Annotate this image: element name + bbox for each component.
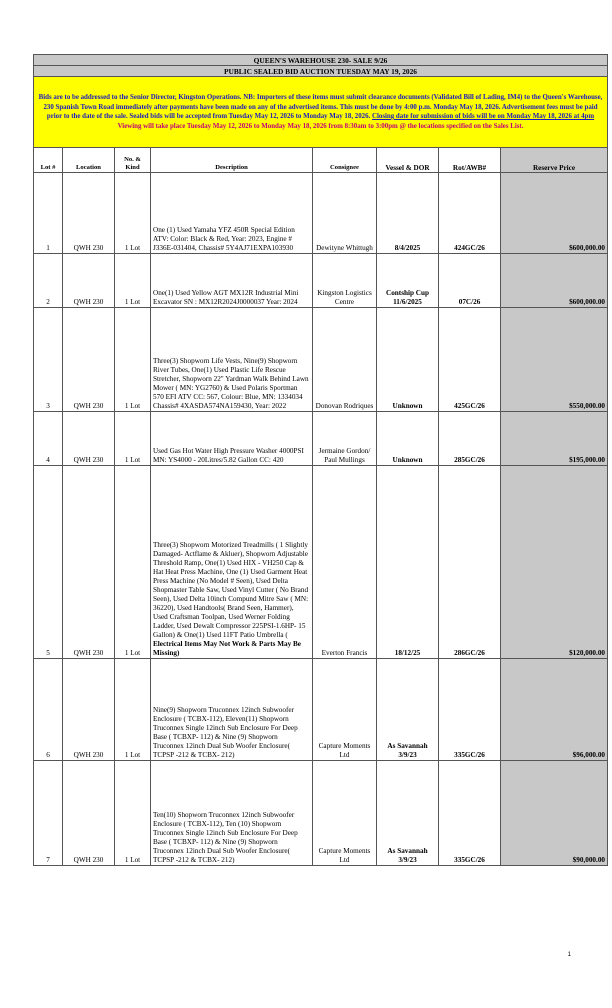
column-header-row — [34, 148, 608, 173]
consignee: Jermaine Gordon/ Paul Mullings — [313, 412, 377, 466]
consignee: Dewityne Whittugh — [313, 173, 377, 254]
rot-awb: 335GC/26 — [439, 761, 501, 866]
col-rot: Rot/AWB# — [439, 148, 501, 173]
notice-closing: Closing date for submission of bids will be on Monday May 18, 2026 at 4pm — [372, 113, 595, 120]
table-row — [34, 761, 608, 866]
vessel: 18/12/25 — [377, 466, 439, 659]
reserve-price: $550,000.00 — [501, 308, 608, 412]
description-text: Nine(9) Shopworn Truconnex 12inch Subwoofer Enclosure ( TCBX-112), Eleven(11) Shopworn Truconnex Single 12inch Sub Enclosure For Deep Base ( TCBXP- 112) & Nine (9) Shopworn Truconnex 12inch Dual Sub Woofer Enclosure( TCPSP -212 & TCBX- 212) — [153, 706, 298, 759]
description — [151, 308, 313, 412]
table-row — [34, 254, 608, 308]
col-consignee: Consignee — [313, 148, 377, 173]
sale-title: QUEEN'S WAREHOUSE 230- SALE 9/26 — [34, 55, 608, 66]
reserve-price: $96,000.00 — [501, 659, 608, 761]
location: QWH 230 — [63, 761, 115, 866]
col-vessel: Vessel & DOR — [377, 148, 439, 173]
lot-number: 3 — [34, 308, 63, 412]
notice-main: Bids are to be addressed to the Senior Director, Kingston Operations. NB: Importers of these items must submit clearance documents (Validated Bill of Lading, IM4) to the Queen's Warehouse, 230 Spanish Town Road immediately after payments have been made on any of the advertised items. This must be done by 4:00 p.m. Monday May 18, 2026. Advertisement fees must be paid prior to the date of the sale. Sealed bids will be accepted from Tuesday May 12, 2026 to Monday May 18, 2026. — [38, 94, 603, 120]
kind: 1 Lot — [115, 173, 151, 254]
consignee: Capture Moments Ltd — [313, 659, 377, 761]
description-text: Three(3) Shopworn Life Vests, Nine(9) Shopworn River Tubes, One(1) Used Plastic Life Rescue Stretcher, Shopworn 22" Yardman Walk Behind Lawn Mower ( MN: YG2760) & Used Polaris Sportman 570 EFI ATV CC: 567, Colour: Blue, MN: 1334034 Chassis# 4XASDA574NA159430, Year: 2022 — [153, 357, 309, 410]
description — [151, 412, 313, 466]
description-text: Used Gas Hot Water High Pressure Washer 4000PSI MN: YS4000 - 20Litres/5.82 Gallon CC: 420 — [153, 447, 304, 464]
col-location: Location — [63, 148, 115, 173]
description — [151, 466, 313, 659]
col-lot: Lot # — [34, 148, 63, 173]
description-text: One(1) Used Yellow AGT MX12R Industrial Mini Excavator SN : MX12R2024J0000037 Year: 2024 — [153, 289, 299, 306]
rot-awb: 425GC/26 — [439, 308, 501, 412]
location: QWH 230 — [63, 308, 115, 412]
kind: 1 Lot — [115, 761, 151, 866]
vessel: As Savannah 3/9/23 — [377, 659, 439, 761]
description — [151, 254, 313, 308]
vessel: Unknown — [377, 412, 439, 466]
location: QWH 230 — [63, 466, 115, 659]
consignee: Donovan Rodriques — [313, 308, 377, 412]
consignee: Everton Francis — [313, 466, 377, 659]
reserve-price: $90,000.00 — [501, 761, 608, 866]
notice-viewing: Viewing will take place Tuesday May 12, 2026 to Monday May 18, 2026 from 8:30am to 3:00pm @ the locations specified on the Sales List. — [117, 122, 524, 130]
consignee: Kingston Logistics Centre — [313, 254, 377, 308]
vessel: 8/4/2025 — [377, 173, 439, 254]
description — [151, 761, 313, 866]
table-row — [34, 659, 608, 761]
kind: 1 Lot — [115, 466, 151, 659]
sale-table — [33, 54, 608, 866]
col-description: Description — [151, 148, 313, 173]
table-row — [34, 173, 608, 254]
description-warning: Electrical Items May Not Work & Parts May Be Missing) — [153, 640, 301, 657]
location: QWH 230 — [63, 173, 115, 254]
rot-awb: 424GC/26 — [439, 173, 501, 254]
kind: 1 Lot — [115, 308, 151, 412]
location: QWH 230 — [63, 412, 115, 466]
vessel: Contship Cup 11/6/2025 — [377, 254, 439, 308]
lot-number: 4 — [34, 412, 63, 466]
lot-number: 6 — [34, 659, 63, 761]
page-number: 1 — [567, 952, 571, 958]
sale-subtitle: PUBLIC SEALED BID AUCTION TUESDAY MAY 19, 2026 — [34, 66, 608, 77]
kind: 1 Lot — [115, 659, 151, 761]
bid-notice — [34, 77, 608, 148]
rot-awb: 286GC/26 — [439, 466, 501, 659]
vessel: Unknown — [377, 308, 439, 412]
table-row — [34, 466, 608, 659]
kind: 1 Lot — [115, 412, 151, 466]
reserve-price: $195,000.00 — [501, 412, 608, 466]
description-text: Ten(10) Shopworn Truconnex 12inch Subwoofer Enclosure ( TCBX-112), Ten (10) Shopworn Truconnex Single 12inch Sub Enclosure For Deep Base ( TCBXP- 112) & Nine (9) Shopworn Truconnex 12inch Dual Sub Woofer Enclosure( TCPSP -212 & TCBX- 212) — [153, 811, 298, 864]
lot-number: 2 — [34, 254, 63, 308]
rot-awb: 285GC/26 — [439, 412, 501, 466]
location: QWH 230 — [63, 254, 115, 308]
description — [151, 173, 313, 254]
col-reserve: Reserve Price — [501, 148, 608, 173]
kind: 1 Lot — [115, 254, 151, 308]
location: QWH 230 — [63, 659, 115, 761]
reserve-price: $120,000.00 — [501, 466, 608, 659]
table-row — [34, 412, 608, 466]
lot-number: 5 — [34, 466, 63, 659]
description — [151, 659, 313, 761]
consignee: Capture Moments Ltd — [313, 761, 377, 866]
lot-number: 7 — [34, 761, 63, 866]
description-text: One (1) Used Yamaha YFZ 450R Special Edition ATV: Color: Black & Red, Year: 2023, Engine # J336E-031404, Chassis# 5Y4AJ71EXPA103930 — [153, 226, 295, 252]
rot-awb: 335GC/26 — [439, 659, 501, 761]
col-kind: No. & Kind — [115, 148, 151, 173]
vessel: As Savannah 3/9/23 — [377, 761, 439, 866]
rot-awb: 07C/26 — [439, 254, 501, 308]
reserve-price: $600,000.00 — [501, 173, 608, 254]
description-text: Three(3) Shopworn Motorized Treadmills ( 1 Slightly Damaged- Actflame & Akluer), Shopworn Adjustable Threshold Ramp, One(1) Used HIX - VH250 Cap & Hat Heat Press Machine, One (1) Used Garment Heat Press Machine (No Model # Seen), Used Delta Shopmaster Table Saw, Used Vinyl Cutter ( No Brand Seen), Used Delta 10inch Compund Mitre Saw ( MN: 36220), Used Handtools( Brand Seen, Hammer), Used Craftsman Toolpan, Used Werner Folding Ladder, Used Dewalt Compressor 225PSI-1.6HP- 15 Gallon) & One(1) Used 11FT Patio Umbrella ( — [153, 541, 309, 639]
lot-number: 1 — [34, 173, 63, 254]
reserve-price: $600,000.00 — [501, 254, 608, 308]
table-row — [34, 308, 608, 412]
